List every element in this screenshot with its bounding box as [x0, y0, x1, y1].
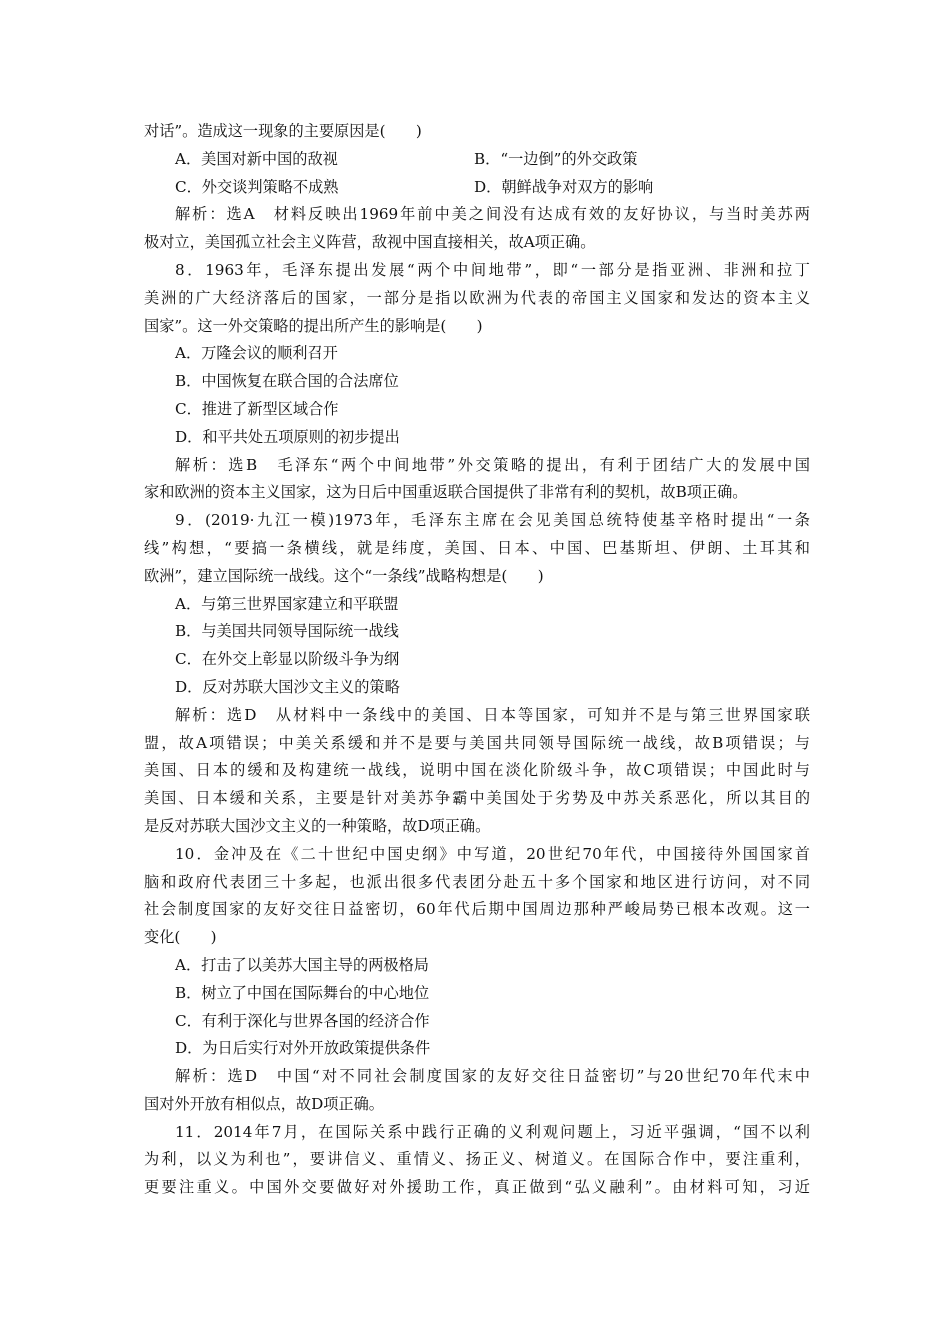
q7-analysis-line: 解析：选A 材料反映出1969年前中美之间没有达成有效的友好协议，与当时美苏两 — [175, 205, 810, 224]
q8-option-b[interactable]: B．中国恢复在联合国的合法席位 — [175, 372, 399, 391]
q10-option-a[interactable]: A．打击了以美苏大国主导的两极格局 — [175, 955, 429, 974]
q7-analysis-line: 极对立，美国孤立社会主义阵营，敌视中国直接相关，故A项正确。 — [144, 233, 596, 252]
q9-analysis-line: 美国、日本缓和关系，主要是针对美苏争霸中美国处于劣势及中苏关系恶化，所以其目的 — [144, 789, 810, 808]
q10-stem-line: 社会制度国家的友好交往日益密切，60年代后期中国周边那种严峻局势已根本改观。这一 — [144, 900, 810, 919]
q10-analysis-line: 国对外开放有相似点，故D项正确。 — [144, 1094, 384, 1113]
q8-stem-line: 国家”。这一外交策略的提出所产生的影响是( ) — [144, 316, 483, 335]
q9-option-b[interactable]: B．与美国共同领导国际统一战线 — [175, 622, 399, 641]
q7-option-b[interactable]: B．“一边倒”的外交政策 — [474, 149, 638, 168]
q9-option-c[interactable]: C．在外交上彰显以阶级斗争为纲 — [175, 650, 400, 669]
q7-options-row-2 — [144, 174, 810, 202]
q9-analysis-line: 是反对苏联大国沙文主义的一种策略，故D项正确。 — [144, 816, 491, 835]
q10-option-d[interactable]: D．为日后实行对外开放政策提供条件 — [175, 1039, 431, 1058]
q8-stem-line: 8．1963年，毛泽东提出发展“两个中间地带”，即“一部分是指亚洲、非洲和拉丁 — [175, 260, 810, 279]
q8-analysis-line: 家和欧洲的资本主义国家，这为日后中国重返联合国提供了非常有利的契机，故B项正确。 — [144, 483, 748, 502]
q10-option-b[interactable]: B．树立了中国在国际舞台的中心地位 — [175, 983, 430, 1002]
q7-option-c[interactable]: C．外交谈判策略不成熟 — [175, 177, 339, 196]
q7-stem-tail: 对话”。造成这一现象的主要原因是( ) — [144, 122, 422, 140]
q9-analysis-line: 盟，故A项错误；中美关系缓和并不是要与美国共同领导国际统一战线，故B项错误；与 — [144, 733, 810, 752]
q7-option-d[interactable]: D．朝鲜战争对双方的影响 — [474, 177, 654, 196]
q8-stem-line: 美洲的广大经济落后的国家，一部分是指以欧洲为代表的帝国主义国家和发达的资本主义 — [144, 288, 810, 307]
q10-stem-line: 10．金冲及在《二十世纪中国史纲》中写道，20世纪70年代，中国接待外国国家首 — [175, 844, 810, 863]
q11-stem-line: 11．2014年7月，在国际关系中践行正确的义利观问题上，习近平强调，“国不以利 — [175, 1122, 810, 1141]
q8-option-c[interactable]: C．推进了新型区域合作 — [175, 399, 339, 418]
q10-option-c[interactable]: C．有利于深化与世界各国的经济合作 — [175, 1011, 430, 1030]
q9-stem-line: 9．(2019·九江一模)1973年，毛泽东主席在会见美国总统特使基辛格时提出“一条 — [175, 511, 810, 530]
document-body — [144, 118, 810, 1202]
q9-stem-line: 欧洲”，建立国际统一战线。这个“一条线”战略构想是( ) — [144, 566, 544, 585]
q9-option-d[interactable]: D．反对苏联大国沙文主义的策略 — [175, 677, 400, 696]
q9-analysis-line: 解析：选D 从材料中一条线中的美国、日本等国家，可知并不是与第三世界国家联 — [175, 705, 810, 724]
q7-options-row-1 — [144, 146, 810, 174]
q8-option-a[interactable]: A．万隆会议的顺利召开 — [175, 344, 338, 363]
q7-option-a[interactable]: A．美国对新中国的敌视 — [175, 149, 338, 168]
q11-stem-line: 为利，以义为利也”，要讲信义、重情义、扬正义、树道义。在国际合作中，要注重利， — [144, 1150, 810, 1169]
q10-stem-line: 变化( ) — [144, 928, 217, 947]
q9-stem-line: 线”构想，“要搞一条横线，就是纬度，美国、日本、中国、巴基斯坦、伊朗、土耳其和 — [144, 538, 810, 557]
q11-stem-line: 更要注重义。中国外交要做好对外援助工作，真正做到“弘义融利”。由材料可知，习近 — [144, 1178, 810, 1197]
q10-stem-line: 脑和政府代表团三十多起，也派出很多代表团分赴五十多个国家和地区进行访问，对不同 — [144, 872, 810, 891]
q8-option-d[interactable]: D．和平共处五项原则的初步提出 — [175, 427, 400, 446]
q9-option-a[interactable]: A．与第三世界国家建立和平联盟 — [175, 594, 399, 613]
q10-analysis-line: 解析：选D 中国“对不同社会制度国家的友好交往日益密切”与20世纪70年代末中 — [175, 1067, 810, 1086]
q8-analysis-line: 解析：选B 毛泽东“两个中间地带”外交策略的提出，有利于团结广大的发展中国 — [175, 455, 810, 474]
q9-analysis-line: 美国、日本的缓和及构建统一战线，说明中国在淡化阶级斗争，故C项错误；中国此时与 — [144, 761, 810, 780]
